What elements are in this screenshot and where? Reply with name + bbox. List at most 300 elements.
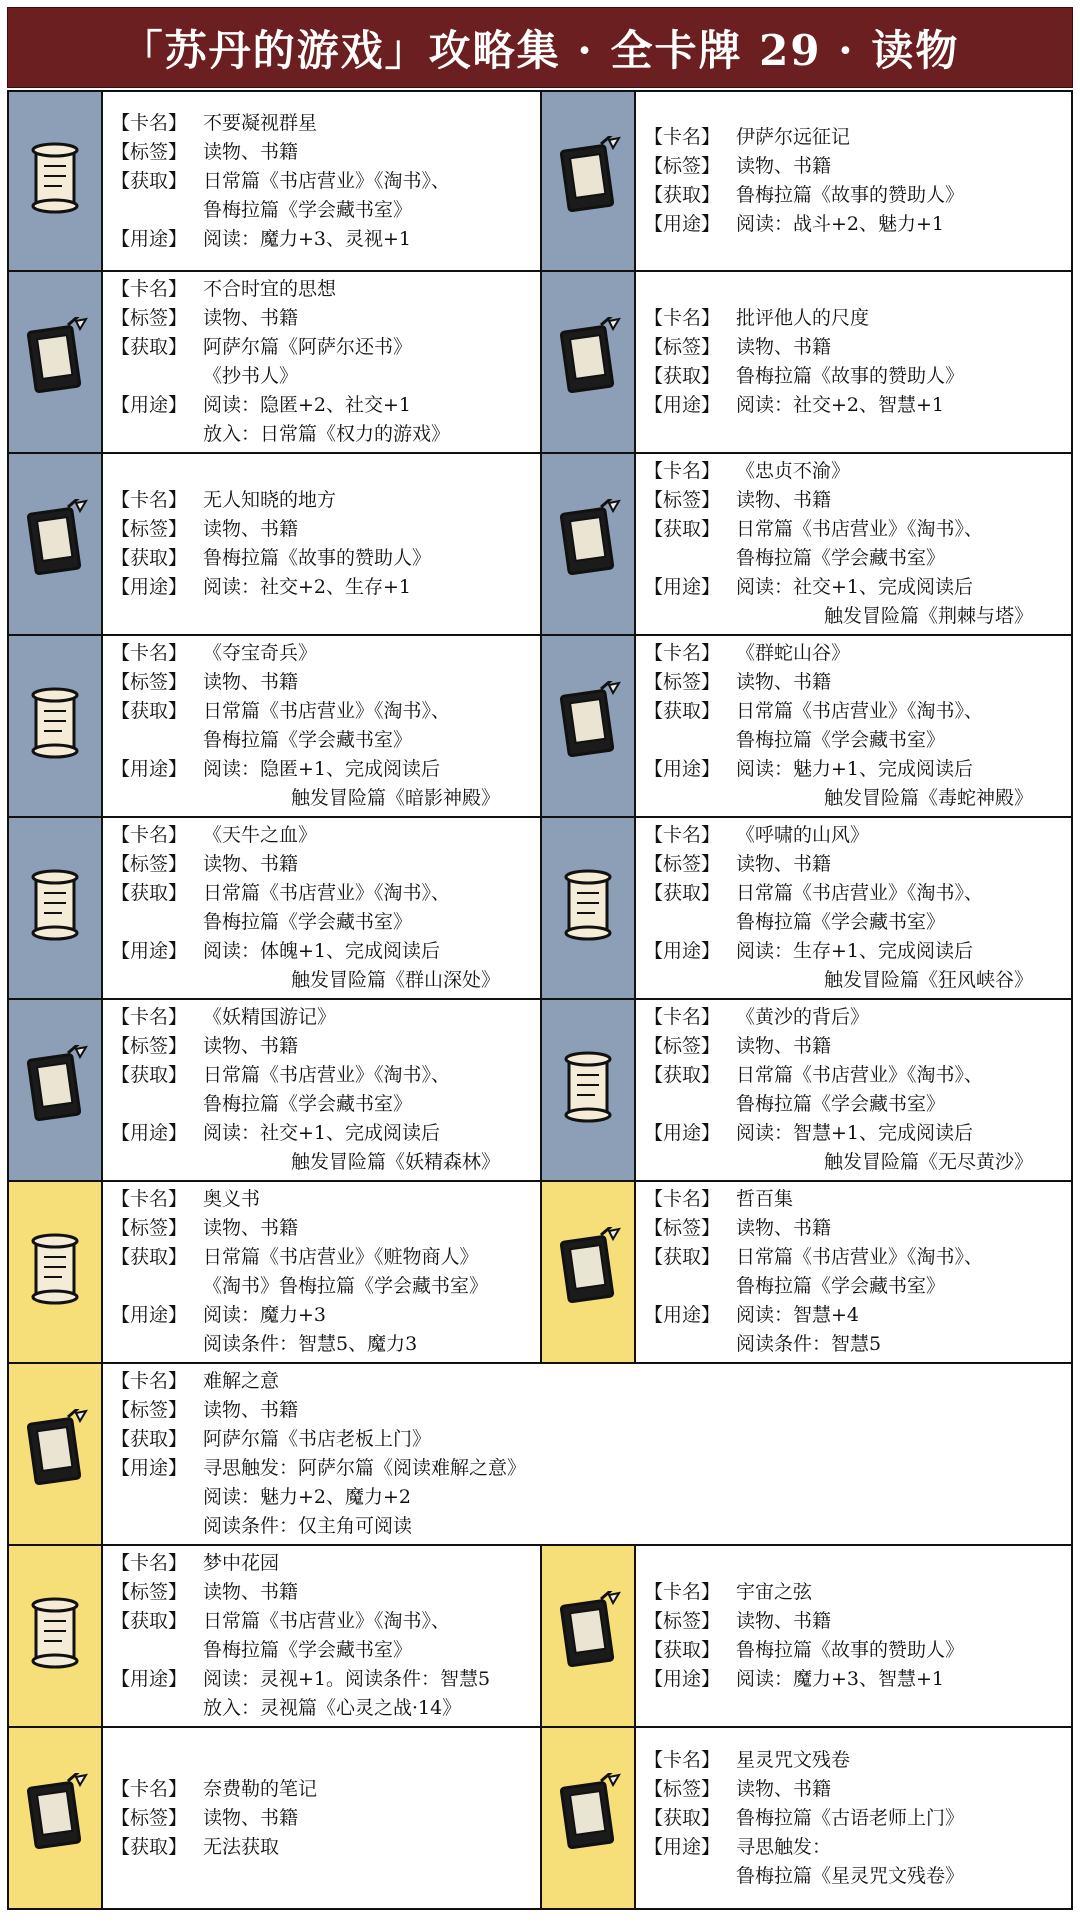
card-line [644, 304, 1063, 333]
field-value: 阅读：战斗+2、魅力+1 [736, 213, 945, 235]
field-value: 鲁梅拉篇《学会藏书室》 [203, 1093, 413, 1115]
field-value: 伊萨尔远征记 [736, 126, 851, 148]
field-value: 读物、书籍 [736, 1035, 832, 1057]
card-row [7, 1546, 1073, 1728]
field-value: 寻思触发： [736, 1835, 832, 1858]
card-line [111, 1367, 1063, 1396]
card-line [111, 196, 532, 225]
card-line [644, 123, 1063, 152]
field-value: 鲁梅拉篇《学会藏书室》 [203, 729, 413, 751]
card-line [644, 908, 1063, 937]
field-label: 【卡名】 [111, 1370, 188, 1392]
page-title: 「苏丹的游戏」攻略集 · 全卡牌 29 · 读物 [7, 7, 1073, 88]
card-line [111, 1512, 1063, 1541]
field-value: 星灵咒文残卷 [736, 1748, 851, 1771]
card-cell [540, 1728, 1071, 1908]
field-label: 【用途】 [111, 1304, 188, 1326]
card-line [644, 1636, 1063, 1665]
field-value: 读物、书籍 [203, 518, 299, 540]
field-label: 【卡名】 [644, 126, 721, 148]
card-line [111, 879, 532, 908]
book-stack-icon [22, 317, 88, 407]
card-icon-box [9, 454, 103, 634]
card-line [644, 937, 1063, 966]
field-value: 鲁梅拉篇《学会藏书室》 [203, 1639, 413, 1661]
field-value: 读物、书籍 [736, 1217, 832, 1239]
card-line [644, 1330, 1063, 1359]
field-label: 【获取】 [644, 365, 721, 387]
card-info [103, 1728, 540, 1908]
card-line [111, 1301, 532, 1330]
field-value: 《妖精国游记》 [203, 1006, 337, 1028]
field-value: 鲁梅拉篇《学会藏书室》 [736, 1093, 946, 1115]
card-line [644, 1862, 1063, 1891]
card-line [111, 109, 532, 138]
card-line [644, 486, 1063, 515]
card-line [111, 333, 532, 362]
card-info [103, 1546, 540, 1726]
card-row [7, 1000, 1073, 1182]
card-line [111, 755, 532, 784]
field-label: 【用途】 [111, 576, 188, 598]
card-line [644, 821, 1063, 850]
field-value: 日常篇《书店营业》《淘书》、 [736, 1064, 984, 1086]
card-grid [7, 90, 1073, 1910]
card-line [644, 755, 1063, 784]
field-value: 《黄沙的背后》 [736, 1006, 870, 1028]
card-cell [9, 818, 540, 998]
card-line [111, 391, 532, 420]
card-cell [540, 454, 1071, 634]
field-value: 奥义书 [203, 1188, 261, 1210]
field-label: 【用途】 [111, 1668, 188, 1690]
field-label: 【用途】 [111, 394, 188, 416]
field-value: 读物、书籍 [203, 307, 299, 329]
card-line [111, 1090, 532, 1119]
card-info [636, 92, 1071, 270]
field-value: 鲁梅拉篇《古语老师上门》 [736, 1806, 965, 1829]
card-icon-box [9, 92, 103, 270]
field-value: 读物、书籍 [736, 336, 832, 358]
field-value: 读物、书籍 [203, 140, 299, 163]
field-value: 阅读：隐匿+1、完成阅读后 [203, 758, 441, 780]
field-label: 【获取】 [644, 184, 721, 206]
field-value: 读物、书籍 [203, 1581, 299, 1603]
field-value: 阅读条件：仅主角可阅读 [203, 1515, 413, 1537]
field-label: 【标签】 [644, 336, 721, 358]
field-label: 【用途】 [644, 1304, 721, 1326]
field-label: 【用途】 [111, 1122, 188, 1144]
card-line [111, 908, 532, 937]
book-quill-icon [555, 317, 621, 407]
field-label: 【用途】 [644, 1668, 721, 1690]
field-value: 哲百集 [736, 1188, 794, 1210]
open-book-icon [555, 1591, 621, 1681]
book-set-icon [555, 1227, 621, 1317]
field-label: 【标签】 [111, 518, 188, 540]
card-cell [9, 1182, 540, 1362]
field-label: 【获取】 [111, 1428, 188, 1450]
field-value: 阿萨尔篇《阿萨尔还书》 [203, 336, 413, 358]
card-line [111, 1272, 532, 1301]
card-line [111, 1607, 532, 1636]
card-line [111, 850, 532, 879]
field-value: 日常篇《书店营业》《淘书》、 [736, 882, 984, 904]
field-value: 触发冒险篇《群山深处》 [291, 969, 501, 991]
snake-book-icon [555, 681, 621, 771]
field-value: 鲁梅拉篇《故事的赞助人》 [203, 547, 432, 569]
card-line [644, 1148, 1063, 1177]
card-cell [540, 636, 1071, 816]
field-value: 日常篇《书店营业》《赃物商人》 [203, 1246, 479, 1268]
card-icon-box [9, 1546, 103, 1726]
field-value: 《夺宝奇兵》 [203, 642, 318, 664]
field-value: 不合时宜的思想 [203, 278, 337, 300]
field-label: 【标签】 [111, 1035, 188, 1057]
field-value: 不要凝视群星 [203, 111, 318, 134]
card-line [111, 1396, 1063, 1425]
field-value: 梦中花园 [203, 1552, 280, 1574]
field-value: 放入：日常篇《权力的游戏》 [203, 423, 451, 445]
field-value: 《呼啸的山风》 [736, 824, 870, 846]
field-label: 【标签】 [111, 1217, 188, 1239]
scroll-icon [22, 136, 88, 226]
card-line [644, 639, 1063, 668]
field-value: 鲁梅拉篇《学会藏书室》 [736, 911, 946, 933]
field-label: 【卡名】 [111, 111, 188, 134]
field-label: 【获取】 [644, 1806, 721, 1829]
field-label: 【获取】 [111, 1610, 188, 1632]
field-value: 鲁梅拉篇《学会藏书室》 [203, 198, 413, 221]
moth-scroll-icon [22, 1227, 88, 1317]
card-line [644, 1185, 1063, 1214]
field-value: 阿萨尔篇《书店老板上门》 [203, 1428, 432, 1450]
field-label: 【标签】 [111, 1581, 188, 1603]
field-label: 【获取】 [111, 1246, 188, 1268]
card-cell [540, 1182, 1071, 1362]
card-line [644, 515, 1063, 544]
map-scroll-icon [22, 681, 88, 771]
card-line [111, 304, 532, 333]
field-value: 阅读：魅力+2、魔力+2 [203, 1486, 412, 1508]
field-value: 日常篇《书店营业》《淘书》、 [203, 1610, 451, 1632]
field-label: 【获取】 [111, 882, 188, 904]
field-label: 【标签】 [644, 489, 721, 511]
card-cell [9, 272, 540, 452]
field-value: 读物、书籍 [203, 1217, 299, 1239]
field-value: 触发冒险篇《狂风峡谷》 [824, 969, 1034, 991]
card-icon-box [9, 272, 103, 452]
card-cell [9, 1728, 540, 1908]
card-icon-box [542, 92, 636, 270]
field-value: 阅读：魔力+3 [203, 1304, 327, 1326]
field-label: 【标签】 [644, 1610, 721, 1632]
field-label: 【用途】 [111, 1457, 188, 1479]
card-line [644, 1301, 1063, 1330]
card-line [111, 784, 532, 813]
pouch-icon [22, 863, 88, 953]
card-line [111, 697, 532, 726]
card-cell [9, 1546, 540, 1726]
book-quill-icon [555, 136, 621, 226]
field-value: 阅读：魅力+1、完成阅读后 [736, 758, 974, 780]
field-value: 《忠贞不渝》 [736, 460, 851, 482]
card-cell [9, 1000, 540, 1180]
card-icon-box [9, 818, 103, 998]
field-label: 【获取】 [644, 1064, 721, 1086]
scroll-tube-icon [22, 1591, 88, 1681]
field-label: 【获取】 [111, 169, 188, 192]
card-line [644, 1272, 1063, 1301]
card-cell [540, 818, 1071, 998]
field-value: 触发冒险篇《无尽黄沙》 [824, 1151, 1034, 1173]
card-row [7, 636, 1073, 818]
card-line [111, 1425, 1063, 1454]
card-line [111, 1483, 1063, 1512]
card-line [111, 1243, 532, 1272]
card-icon-box [9, 1364, 103, 1544]
field-label: 【标签】 [644, 1217, 721, 1239]
field-value: 无法获取 [203, 1835, 280, 1858]
field-value: 阅读：社交+2、智慧+1 [736, 394, 945, 416]
field-label: 【标签】 [644, 671, 721, 693]
field-label: 【卡名】 [111, 1552, 188, 1574]
card-icon-box [9, 1728, 103, 1908]
card-line [111, 1214, 532, 1243]
field-value: 《抄书人》 [203, 365, 299, 387]
card-line [111, 1454, 1063, 1483]
field-value: 《天牛之血》 [203, 824, 318, 846]
card-row [7, 818, 1073, 1000]
field-value: 阅读：智慧+4 [736, 1304, 860, 1326]
field-value: 读物、书籍 [736, 155, 832, 177]
field-value: 读物、书籍 [203, 1035, 299, 1057]
field-label: 【标签】 [111, 140, 188, 163]
card-line [644, 333, 1063, 362]
card-line [644, 1746, 1063, 1775]
card-line [111, 167, 532, 196]
card-info [103, 92, 540, 270]
field-label: 【卡名】 [644, 1006, 721, 1028]
field-value: 日常篇《书店营业》《淘书》、 [736, 700, 984, 722]
fairy-book-icon [22, 1045, 88, 1135]
card-cell [9, 92, 540, 270]
field-value: 日常篇《书店营业》《淘书》、 [203, 882, 451, 904]
field-label: 【标签】 [111, 307, 188, 329]
scroll-pile-icon [555, 863, 621, 953]
field-label: 【标签】 [111, 671, 188, 693]
field-value: 鲁梅拉篇《星灵咒文残卷》 [736, 1864, 965, 1887]
card-line [111, 515, 532, 544]
field-value: 触发冒险篇《毒蛇神殿》 [824, 787, 1034, 809]
card-row [7, 1728, 1073, 1910]
card-line [111, 486, 532, 515]
card-line [111, 544, 532, 573]
card-line [644, 1833, 1063, 1862]
card-line [111, 1775, 532, 1804]
field-label: 【标签】 [644, 155, 721, 177]
card-icon-box [542, 818, 636, 998]
field-label: 【用途】 [644, 758, 721, 780]
card-line [644, 544, 1063, 573]
card-line [111, 1185, 532, 1214]
field-label: 【获取】 [644, 518, 721, 540]
field-value: 鲁梅拉篇《故事的赞助人》 [736, 365, 965, 387]
field-label: 【卡名】 [111, 489, 188, 511]
field-value: 鲁梅拉篇《学会藏书室》 [203, 911, 413, 933]
field-label: 【用途】 [111, 227, 188, 250]
field-label: 【标签】 [644, 853, 721, 875]
field-label: 【获取】 [111, 336, 188, 358]
field-value: 鲁梅拉篇《故事的赞助人》 [736, 1639, 965, 1661]
card-info [103, 272, 540, 452]
field-value: 阅读：社交+1、完成阅读后 [203, 1122, 441, 1144]
field-label: 【获取】 [111, 547, 188, 569]
field-value: 放入：灵视篇《心灵之战·14》 [203, 1697, 462, 1719]
card-line [644, 1775, 1063, 1804]
card-line [644, 362, 1063, 391]
card-line [644, 1607, 1063, 1636]
field-label: 【卡名】 [111, 824, 188, 846]
card-line [644, 1665, 1063, 1694]
card-icon-box [542, 454, 636, 634]
field-value: 阅读条件：智慧5 [736, 1333, 882, 1355]
field-value: 鲁梅拉篇《故事的赞助人》 [736, 184, 965, 206]
card-info [103, 454, 540, 634]
field-value: 阅读：魔力+3、智慧+1 [736, 1668, 945, 1690]
card-line [644, 391, 1063, 420]
card-line [111, 1032, 532, 1061]
field-label: 【用途】 [644, 1835, 721, 1858]
field-label: 【标签】 [111, 853, 188, 875]
card-line [644, 697, 1063, 726]
field-label: 【卡名】 [644, 307, 721, 329]
card-line [644, 1214, 1063, 1243]
card-line [111, 138, 532, 167]
card-info [636, 818, 1071, 998]
card-info [636, 636, 1071, 816]
field-value: 读物、书籍 [736, 853, 832, 875]
field-label: 【获取】 [111, 1064, 188, 1086]
card-line [111, 1578, 532, 1607]
field-value: 阅读：社交+2、生存+1 [203, 576, 412, 598]
card-line [644, 726, 1063, 755]
card-line [111, 1804, 532, 1833]
card-info [103, 1000, 540, 1180]
field-value: 阅读：体魄+1、完成阅读后 [203, 940, 441, 962]
field-value: 阅读：魔力+3、灵视+1 [203, 227, 412, 250]
card-line [644, 152, 1063, 181]
field-value: 读物、书籍 [736, 489, 832, 511]
card-line [644, 1061, 1063, 1090]
card-line [644, 966, 1063, 995]
card-cell [9, 454, 540, 634]
card-icon-box [542, 1000, 636, 1180]
field-label: 【卡名】 [111, 1188, 188, 1210]
card-line [111, 1148, 532, 1177]
card-info [636, 1546, 1071, 1726]
field-label: 【获取】 [644, 1246, 721, 1268]
card-line [644, 850, 1063, 879]
card-line [111, 420, 532, 449]
card-info [636, 1728, 1071, 1908]
field-label: 【卡名】 [644, 642, 721, 664]
card-line [111, 1549, 532, 1578]
field-value: 阅读：隐匿+2、社交+1 [203, 394, 412, 416]
cloth-scroll-icon [555, 1045, 621, 1135]
field-value: 无人知晓的地方 [203, 489, 337, 511]
card-info [103, 1182, 540, 1362]
field-value: 触发冒险篇《荆棘与塔》 [824, 605, 1034, 627]
card-line [111, 1003, 532, 1032]
field-label: 【标签】 [644, 1777, 721, 1800]
field-label: 【用途】 [644, 394, 721, 416]
card-line [111, 1833, 532, 1862]
card-line [644, 668, 1063, 697]
card-line [644, 1243, 1063, 1272]
field-value: 读物、书籍 [203, 853, 299, 875]
book-quill-icon [22, 1409, 88, 1499]
card-row [7, 1182, 1073, 1364]
ribbon-book-icon [22, 1773, 88, 1863]
card-cell [9, 636, 540, 816]
field-value: 鲁梅拉篇《学会藏书室》 [736, 729, 946, 751]
card-line [111, 937, 532, 966]
field-label: 【卡名】 [111, 1777, 188, 1800]
card-row [7, 454, 1073, 636]
card-icon-box [542, 1182, 636, 1362]
card-cell [540, 1546, 1071, 1726]
field-value: 日常篇《书店营业》《淘书》、 [736, 518, 984, 540]
card-line [644, 602, 1063, 631]
card-line [111, 275, 532, 304]
field-label: 【标签】 [111, 1399, 188, 1421]
card-line [111, 639, 532, 668]
card-line [111, 1694, 532, 1723]
card-line [644, 181, 1063, 210]
card-row [7, 90, 1073, 272]
card-line [111, 1665, 532, 1694]
card-line [111, 1119, 532, 1148]
card-row [7, 1364, 1073, 1546]
card-line [644, 573, 1063, 602]
field-label: 【用途】 [644, 576, 721, 598]
field-label: 【卡名】 [111, 642, 188, 664]
field-value: 《群蛇山谷》 [736, 642, 851, 664]
card-info [103, 636, 540, 816]
field-value: 难解之意 [203, 1370, 280, 1392]
card-row [7, 272, 1073, 454]
field-value: 日常篇《书店营业》《淘书》、 [203, 1064, 451, 1086]
card-line [644, 1804, 1063, 1833]
field-value: 读物、书籍 [203, 1399, 299, 1421]
card-icon-box [9, 636, 103, 816]
card-cell [9, 1364, 1071, 1544]
card-line [644, 1032, 1063, 1061]
card-icon-box [542, 1546, 636, 1726]
card-info [103, 818, 540, 998]
field-value: 阅读：社交+1、完成阅读后 [736, 576, 974, 598]
field-label: 【获取】 [644, 1639, 721, 1661]
card-line [111, 1061, 532, 1090]
card-info [636, 1182, 1071, 1362]
field-value: 读物、书籍 [736, 1777, 832, 1800]
field-value: 阅读：灵视+1。阅读条件：智慧5 [203, 1668, 491, 1690]
card-line [644, 1119, 1063, 1148]
field-label: 【用途】 [644, 940, 721, 962]
field-label: 【卡名】 [111, 278, 188, 300]
field-value: 读物、书籍 [736, 1610, 832, 1632]
